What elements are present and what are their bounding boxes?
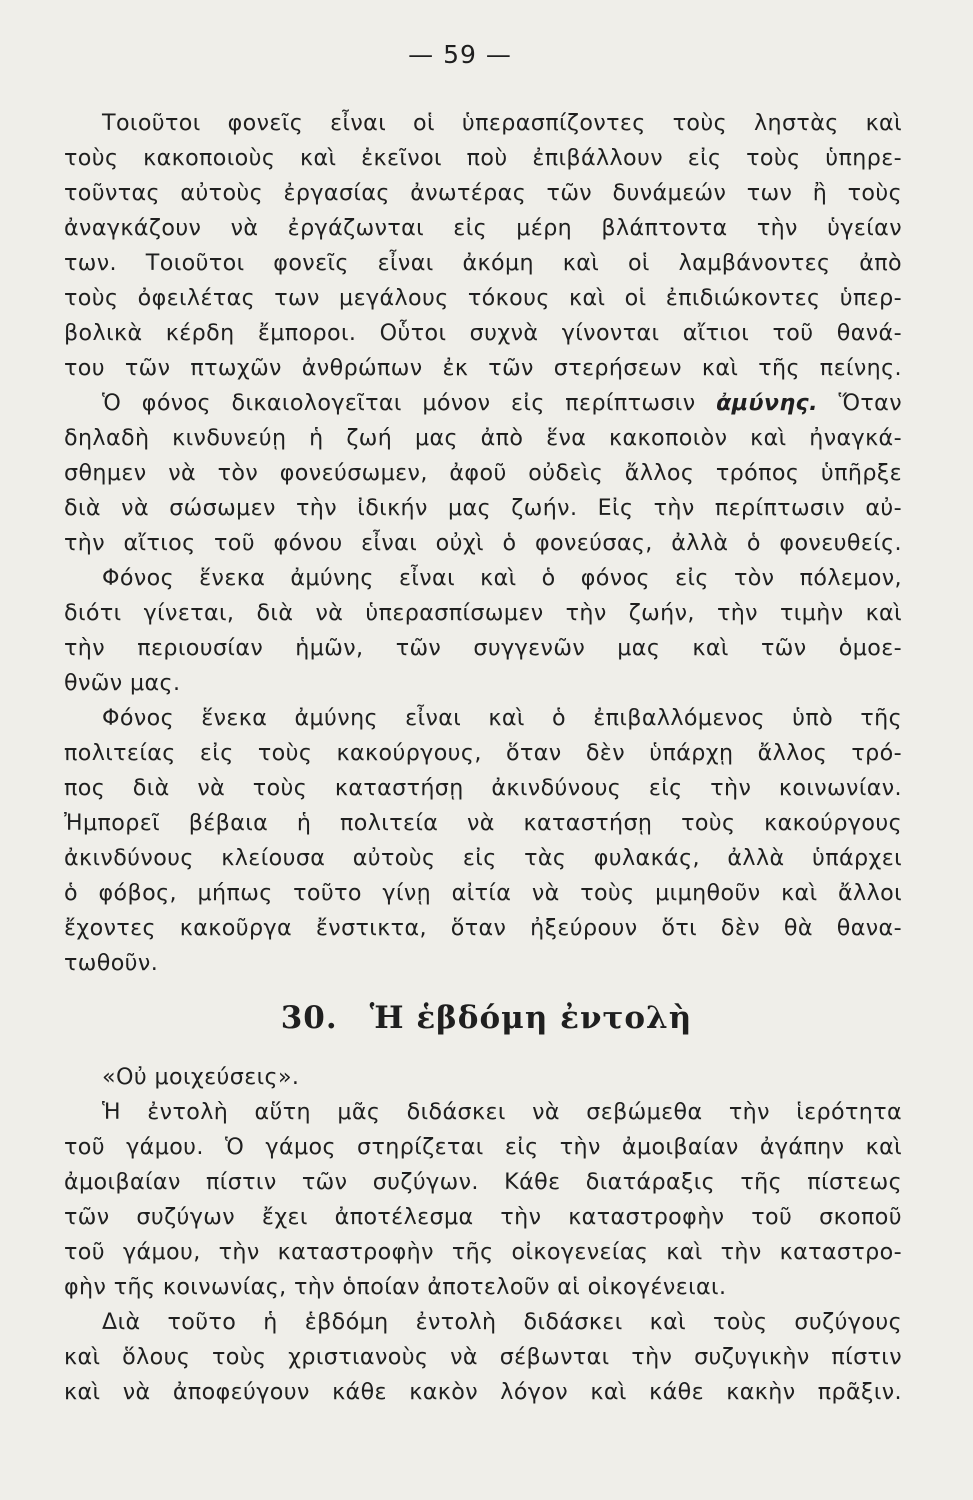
- text-line: Φόνος ἕνεκα ἀμύνης εἶναι καὶ ὁ ἐπιβαλλόμενος ὑπὸ τῆς: [102, 705, 902, 731]
- text-line: ἀναγκάζουν νὰ ἐργάζωνται εἰς μέρη βλάπτοντα τὴν ὑγείαν: [64, 215, 902, 241]
- text-line: δηλαδὴ κινδυνεύῃ ἡ ζωή μας ἀπὸ ἕνα κακοποιὸν καὶ ἠναγκά-: [64, 425, 902, 451]
- text-line: διότι γίνεται, διὰ νὰ ὑπερασπίσωμεν τὴν ζωήν, τὴν τιμὴν καὶ: [64, 600, 902, 626]
- section-number: 30.: [280, 1000, 338, 1036]
- paragraph-state-punishment: [64, 701, 902, 981]
- text-line: καὶ ὅλους τοὺς χριστιανοὺς νὰ σέβωνται τὴν συζυγικὴν πίστιν: [64, 1344, 902, 1370]
- paragraph-murderers: [64, 106, 902, 386]
- text-line: τοὺς ὀφειλέτας των μεγάλους τόκους καὶ οἱ ἐπιδιώκοντες ὑπερ-: [64, 285, 902, 311]
- page-number: — 59 —: [408, 40, 512, 69]
- text-line: Τοιοῦτοι φονεῖς εἶναι οἱ ὑπερασπίζοντες τοὺς ληστὰς καὶ: [102, 110, 902, 136]
- text-line: τοῦ γάμου. Ὁ γάμος στηρίζεται εἰς τὴν ἀμοιβαίαν ἀγάπην καὶ: [64, 1134, 902, 1160]
- text-line: του τῶν πτωχῶν ἀνθρώπων ἐκ τῶν στερήσεων καὶ τῆς πείνης.: [64, 355, 902, 381]
- section-heading: [0, 1000, 973, 1036]
- text-line: ἔχοντες κακοῦργα ἔνστικτα, ὅταν ἠξεύρουν ὅτι δὲν θὰ θανα-: [64, 915, 902, 941]
- paragraph-seventh-commandment: [64, 1060, 902, 1305]
- text-line: θνῶν μας.: [64, 670, 181, 696]
- text-line: φὴν τῆς κοινωνίας, τὴν ὁποίαν ἀποτελοῦν αἱ οἰκογένειαι.: [64, 1274, 727, 1300]
- text-line: σθημεν νὰ τὸν φονεύσωμεν, ἀφοῦ οὐδεὶς ἄλλος τρόπος ὑπῆρξε: [64, 460, 902, 486]
- text-line: καὶ νὰ ἀποφεύγουν κάθε κακὸν λόγον καὶ κάθε κακὴν πρᾶξιν.: [64, 1379, 902, 1405]
- text-line: τοὺς κακοποιοὺς καὶ ἐκεῖνοι ποὺ ἐπιβάλλουν εἰς τοὺς ὑπηρε-: [64, 145, 902, 171]
- text-line: τῶν συζύγων ἔχει ἀποτέλεσμα τὴν καταστροφὴν τοῦ σκοποῦ: [64, 1204, 902, 1230]
- text-run: Ὅταν: [817, 390, 902, 416]
- text-line: των. Τοιοῦτοι φονεῖς εἶναι ἀκόμη καὶ οἱ λαμβάνοντες ἀπὸ: [64, 250, 902, 276]
- commandment-quote: «Οὐ μοιχεύσεις».: [102, 1064, 300, 1090]
- text-run: Ὁ φόνος δικαιολογεῖται μόνον εἰς περίπτωσιν: [102, 390, 717, 416]
- text-line: τοῦντας αὐτοὺς ἐργασίας ἀνωτέρας τῶν δυνάμεών των ἢ τοὺς: [64, 180, 902, 206]
- text-line: τὴν αἴτιος τοῦ φόνου εἶναι οὐχὶ ὁ φονεύσας, ἀλλὰ ὁ φονευθείς.: [64, 530, 902, 556]
- text-line: ὁ φόβος, μήπως τοῦτο γίνῃ αἰτία νὰ τοὺς μιμηθοῦν καὶ ἄλλοι: [64, 880, 902, 906]
- text-line: ἀκινδύνους κλείουσα αὐτοὺς εἰς τὰς φυλακάς, ἀλλὰ ὑπάρχει: [64, 845, 902, 871]
- paragraph-conclusion: [64, 1305, 902, 1410]
- text-line: Ἡ ἐντολὴ αὕτη μᾶς διδάσκει νὰ σεβώμεθα τὴν ἱερότητα: [102, 1099, 902, 1125]
- paragraph-war: [64, 561, 902, 701]
- text-line: Ἠμπορεῖ βέβαια ἡ πολιτεία νὰ καταστήσῃ τοὺς κακούργους: [64, 810, 902, 836]
- section-title: Ἡ ἑβδόμη ἐντολὴ: [369, 1000, 693, 1036]
- text-line: Διὰ τοῦτο ἡ ἑβδόμη ἐντολὴ διδάσκει καὶ τοὺς συζύγους: [102, 1309, 902, 1335]
- text-line: διὰ νὰ σώσωμεν τὴν ἰδικήν μας ζωήν. Εἰς τὴν περίπτωσιν αὐ-: [64, 495, 902, 521]
- paragraph-self-defense: [64, 386, 902, 561]
- text-line: βολικὰ κέρδη ἔμποροι. Οὗτοι συχνὰ γίνονται αἴτιοι τοῦ θανά-: [64, 320, 902, 346]
- text-line: πολιτείας εἰς τοὺς κακούργους, ὅταν δὲν ὑπάρχῃ ἄλλος τρό-: [64, 740, 902, 766]
- text-line: τωθοῦν.: [64, 950, 159, 976]
- emphasized-word: ἀμύνης.: [716, 390, 818, 416]
- text-line-with-emphasis: [64, 386, 902, 421]
- text-line: πος διὰ νὰ τοὺς καταστήσῃ ἀκινδύνους εἰς τὴν κοινωνίαν.: [64, 775, 902, 801]
- text-line: τοῦ γάμου, τὴν καταστροφὴν τῆς οἰκογενείας καὶ τὴν καταστρο-: [64, 1239, 902, 1265]
- text-line: ἀμοιβαίαν πίστιν τῶν συζύγων. Κάθε διατάραξις τῆς πίστεως: [64, 1169, 902, 1195]
- text-line: Φόνος ἕνεκα ἀμύνης εἶναι καὶ ὁ φόνος εἰς τὸν πόλεμον,: [102, 565, 902, 591]
- text-line: τὴν περιουσίαν ἡμῶν, τῶν συγγενῶν μας καὶ τῶν ὁμοε-: [64, 635, 902, 661]
